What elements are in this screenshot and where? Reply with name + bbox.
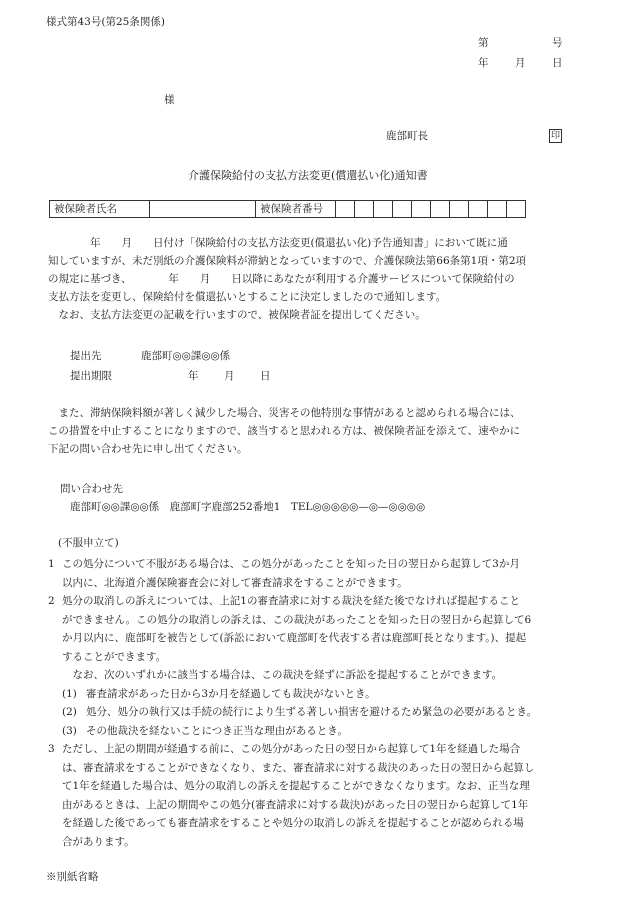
contact-label: 問い合わせ先 <box>60 483 123 495</box>
item-line: は、審査請求をすることができなくなり、また、審査請求に対する裁決のあった日の翌日から起算し <box>62 761 535 774</box>
paragraph-line: の規定に基づき、 年 月 日以降にあなたが利用する介護サービスについて保険給付の <box>48 273 515 285</box>
doc-number-label: 第 <box>478 37 489 49</box>
item-line: なお、次のいずれかに該当する場合は、この裁決を経ずに訴訟を提起することができます。 <box>62 669 503 681</box>
deadline-month: 月 <box>224 370 235 382</box>
insured-name-field[interactable] <box>150 201 256 218</box>
date-month: 月 <box>515 57 526 69</box>
item-line: か月以内に、鹿部町を被告として(訴訟において鹿部町を代表する者は鹿部町長となります。)、提起 <box>62 632 527 644</box>
seal-stamp: 印 <box>550 131 560 141</box>
footer-note: ※別紙省略 <box>46 871 99 883</box>
item-number: 1 <box>48 558 55 570</box>
deadline-day: 日 <box>260 370 271 382</box>
document-title: 介護保険給付の支払方法変更(償還払い化)通知書 <box>188 169 428 182</box>
insured-number-digit[interactable] <box>393 201 412 218</box>
contact-detail: 鹿部町◎◎課◎◎係 鹿部町字鹿部252番地1 TEL◎◎◎◎◎—◎—◎◎◎◎ <box>70 501 426 513</box>
appeal-item-3 <box>48 740 588 851</box>
submission-destination-value: 鹿部町◎◎課◎◎係 <box>141 350 231 362</box>
sender-name: 鹿部町長 <box>386 130 428 142</box>
appeal-item-1 <box>48 555 588 592</box>
paragraph-line: また、滞納保険料額が著しく減少した場合、災害その他特別な事情があると認められる場合には、 <box>48 407 521 419</box>
date-day: 日 <box>552 57 563 69</box>
item-line: ただし、上記の期間が経過する前に、この処分があった日の翌日から起算して1年を経過した場合 <box>62 743 521 755</box>
sub-item-number: (2) <box>62 706 77 718</box>
insured-number-digit[interactable] <box>507 201 526 218</box>
deadline-year: 年 <box>188 370 199 382</box>
paragraph-line: 年 月 日付け「保険給付の支払方法変更(償還払い化)予告通知書」において既に通 <box>48 237 508 249</box>
appeal-heading: (不服申立て) <box>58 537 119 549</box>
insured-number-digit[interactable] <box>374 201 393 218</box>
insured-number-digit[interactable] <box>488 201 507 218</box>
suspension-paragraph <box>48 404 588 458</box>
item-line: 合があります。 <box>62 835 135 848</box>
sub-item-number: (1) <box>62 687 77 700</box>
form-number: 様式第43号(第25条関係) <box>46 16 165 28</box>
item-line: を経過した後であっても審査請求をすることや処分の取消しの訴えを提起することが認められる場 <box>62 817 524 829</box>
sub-item-text: その他裁決を経ないことにつき正当な理由があるとき。 <box>86 724 348 737</box>
insured-number-digit[interactable] <box>431 201 450 218</box>
paragraph-line: 下記の問い合わせ先に申し出てください。 <box>48 443 248 455</box>
addressee-honorific: 様 <box>164 94 175 106</box>
insured-number-digit[interactable] <box>469 201 488 218</box>
appeal-item-2 <box>48 592 588 740</box>
item-number: 2 <box>48 595 55 607</box>
item-line: ができません。この処分の取消しの訴えは、この裁決があったことを知った日の翌日から起算して6 <box>62 613 532 626</box>
submission-deadline-label: 提出期限 <box>70 370 112 382</box>
submission-destination-label: 提出先 <box>70 350 102 362</box>
item-line: 由があるときは、上記の期間やこの処分(審査請求に対する裁決)があった日の翌日から起算して1年 <box>62 798 529 811</box>
sub-item-text: 審査請求があった日から3か月を経過しても裁決がないとき。 <box>86 687 376 700</box>
insured-number-digit[interactable] <box>336 201 355 218</box>
item-number: 3 <box>48 743 55 755</box>
item-line: この処分について不服がある場合は、この処分があったことを知った日の翌日から起算して3か月 <box>62 558 520 570</box>
paragraph-line: なお、支払方法変更の記載を行いますので、被保険者証を提出してください。 <box>48 309 426 321</box>
item-line: て1年を経過した場合は、処分の取消しの訴えを提起することができなくなります。なお、正当な理 <box>62 780 530 792</box>
insured-info-table <box>49 200 526 218</box>
item-line: 以内に、北海道介護保険審査会に対して審査請求をすることができます。 <box>62 576 408 589</box>
paragraph-line: 知していますが、未だ別紙の介護保険料が滞納となっていますので、介護保険法第66条第1項・第2項 <box>48 255 527 267</box>
sub-item-text: 処分、処分の執行又は手続の続行により生ずる著しい損害を避けるため緊急の必要があるとき。 <box>86 706 538 718</box>
item-line: することができます。 <box>62 650 167 663</box>
insured-number-digit[interactable] <box>450 201 469 218</box>
insured-name-label: 被保険者氏名 <box>50 201 150 218</box>
insured-number-digit[interactable] <box>355 201 374 218</box>
insured-number-digit[interactable] <box>412 201 431 218</box>
paragraph-line: 支払方法を変更し、保険給付を償還払いとすることに決定しましたので通知します。 <box>48 291 447 303</box>
insured-number-label: 被保険者番号 <box>256 201 336 218</box>
notice-paragraph <box>48 234 588 324</box>
sub-item-number: (3) <box>62 724 77 737</box>
paragraph-line: この措置を中止することになりますので、該当すると思われる方は、被保険者証を添えて、速やかに <box>48 425 521 437</box>
doc-number-suffix: 号 <box>552 37 563 49</box>
date-year: 年 <box>478 57 489 69</box>
item-line: 処分の取消しの訴えについては、上記1の審査請求に対する裁決を経た後でなければ提起すること <box>62 595 520 607</box>
